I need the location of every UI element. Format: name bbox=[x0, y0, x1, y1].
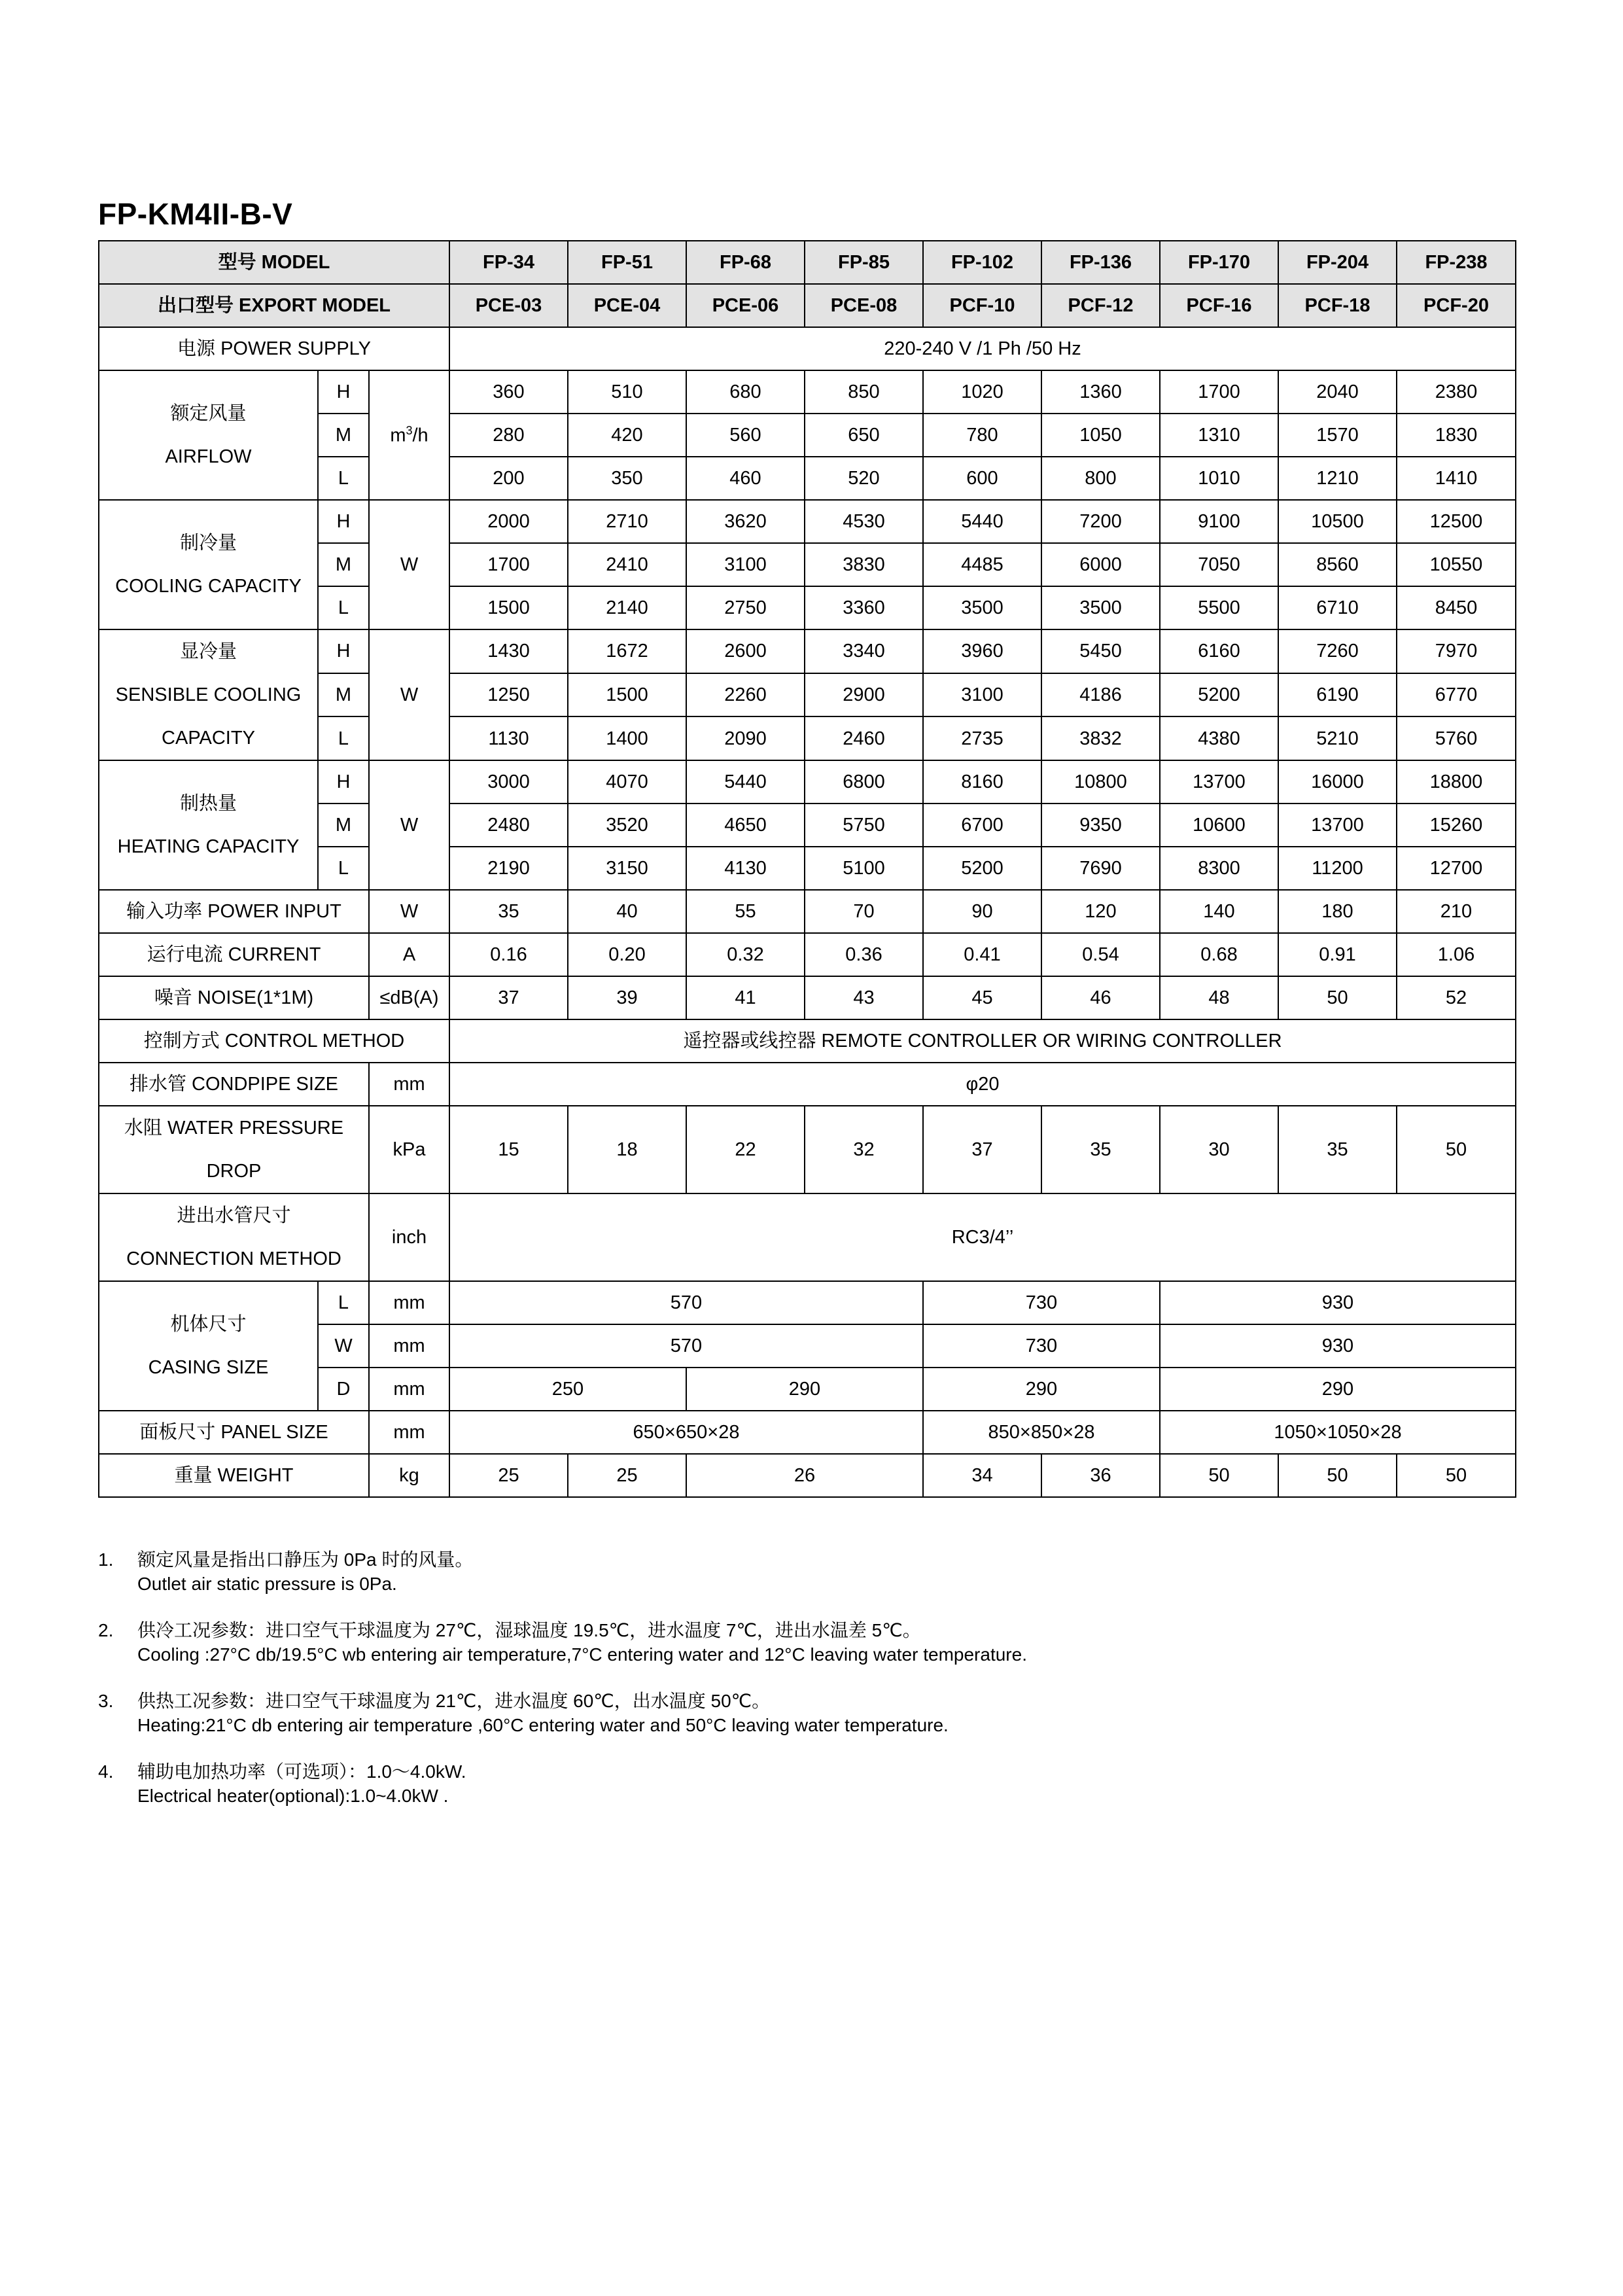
footnote bbox=[98, 1618, 1537, 1667]
sensible-cell: 3340 bbox=[805, 629, 923, 673]
airflow-cell: 1050 bbox=[1041, 414, 1160, 457]
speed-m: M bbox=[318, 414, 369, 457]
heating-cell: 3000 bbox=[449, 760, 568, 804]
airflow-label bbox=[99, 370, 318, 500]
airflow-cell: 1410 bbox=[1397, 457, 1516, 500]
sensible-cell: 1672 bbox=[568, 629, 686, 673]
sensible-cell: 6190 bbox=[1278, 673, 1397, 717]
current-cell: 0.16 bbox=[449, 933, 568, 976]
weight-cell: 50 bbox=[1397, 1454, 1516, 1497]
model-cell: FP-102 bbox=[923, 241, 1041, 284]
casing-cell: 290 bbox=[686, 1368, 923, 1411]
heating-cell: 5100 bbox=[805, 847, 923, 890]
heating-cell: 3520 bbox=[568, 804, 686, 847]
airflow-cell: 2380 bbox=[1397, 370, 1516, 414]
model-cell: FP-68 bbox=[686, 241, 805, 284]
footnote-en: Electrical heater(optional):1.0~4.0kW . bbox=[137, 1786, 449, 1806]
noise-cell: 50 bbox=[1278, 976, 1397, 1019]
water-pressure-cell: 32 bbox=[805, 1106, 923, 1193]
connection-method-unit: inch bbox=[369, 1193, 449, 1281]
row-connection-method bbox=[99, 1193, 1516, 1281]
speed-h: H bbox=[318, 500, 369, 543]
cooling-label bbox=[99, 500, 318, 629]
airflow-cell: 650 bbox=[805, 414, 923, 457]
row-casing-l bbox=[99, 1281, 1516, 1324]
export-model-cell: PCF-16 bbox=[1160, 284, 1278, 327]
airflow-unit bbox=[369, 370, 449, 500]
export-model-cell: PCE-06 bbox=[686, 284, 805, 327]
cooling-cell: 2710 bbox=[568, 500, 686, 543]
casing-cell: 730 bbox=[923, 1324, 1160, 1368]
heating-cell: 5440 bbox=[686, 760, 805, 804]
model-cell: FP-238 bbox=[1397, 241, 1516, 284]
current-cell: 0.91 bbox=[1278, 933, 1397, 976]
airflow-cell: 850 bbox=[805, 370, 923, 414]
row-panel-size bbox=[99, 1411, 1516, 1454]
footnote-text bbox=[137, 1759, 466, 1808]
water-pressure-cell: 30 bbox=[1160, 1106, 1278, 1193]
cooling-cell: 3100 bbox=[686, 543, 805, 586]
power-input-cell: 90 bbox=[923, 890, 1041, 933]
current-cell: 0.54 bbox=[1041, 933, 1160, 976]
cooling-cell: 4530 bbox=[805, 500, 923, 543]
current-cell: 0.36 bbox=[805, 933, 923, 976]
heating-cell: 10800 bbox=[1041, 760, 1160, 804]
casing-size-label-en: CASING SIZE bbox=[148, 1357, 269, 1378]
connection-method-value: RC3/4’’ bbox=[449, 1193, 1516, 1281]
model-cell: FP-170 bbox=[1160, 241, 1278, 284]
airflow-cell: 1360 bbox=[1041, 370, 1160, 414]
heating-cell: 7690 bbox=[1041, 847, 1160, 890]
airflow-cell: 800 bbox=[1041, 457, 1160, 500]
heating-cell: 12700 bbox=[1397, 847, 1516, 890]
airflow-cell: 1570 bbox=[1278, 414, 1397, 457]
footnote-cn: 辅助电加热功率（可选项）：1.0～4.0kW. bbox=[137, 1761, 466, 1782]
power-input-cell: 70 bbox=[805, 890, 923, 933]
footnote-number: 4. bbox=[98, 1761, 114, 1782]
cooling-cell: 10550 bbox=[1397, 543, 1516, 586]
airflow-cell: 520 bbox=[805, 457, 923, 500]
row-cooling-h bbox=[99, 500, 1516, 543]
export-model-cell: PCE-03 bbox=[449, 284, 568, 327]
airflow-unit-sup: 3 bbox=[406, 423, 413, 437]
airflow-cell: 2040 bbox=[1278, 370, 1397, 414]
footnote-en: Heating:21°C db entering air temperature ,60°C entering water and 50°C leaving water temperature. bbox=[137, 1715, 949, 1735]
sensible-cell: 4186 bbox=[1041, 673, 1160, 717]
power-supply-value: 220-240 V /1 Ph /50 Hz bbox=[449, 327, 1516, 370]
sensible-cell: 7260 bbox=[1278, 629, 1397, 673]
cooling-cell: 3360 bbox=[805, 586, 923, 629]
footnote bbox=[98, 1547, 1537, 1596]
sensible-cell: 5210 bbox=[1278, 716, 1397, 760]
sensible-label-cn: 显冷量 bbox=[179, 641, 237, 662]
heating-cell: 5200 bbox=[923, 847, 1041, 890]
casing-cell: 250 bbox=[449, 1368, 686, 1411]
footnote-text bbox=[137, 1689, 949, 1737]
dim-d: D bbox=[318, 1368, 369, 1411]
dim-l: L bbox=[318, 1281, 369, 1324]
airflow-cell: 560 bbox=[686, 414, 805, 457]
cooling-cell: 3500 bbox=[923, 586, 1041, 629]
cooling-label-cn: 制冷量 bbox=[179, 533, 237, 554]
sensible-cell: 1250 bbox=[449, 673, 568, 717]
sensible-cell: 2260 bbox=[686, 673, 805, 717]
water-pressure-cell: 15 bbox=[449, 1106, 568, 1193]
weight-cell: 50 bbox=[1278, 1454, 1397, 1497]
heating-label-en: HEATING CAPACITY bbox=[117, 836, 300, 857]
noise-cell: 45 bbox=[923, 976, 1041, 1019]
heating-label bbox=[99, 760, 318, 890]
casing-cell: 290 bbox=[923, 1368, 1160, 1411]
power-input-cell: 140 bbox=[1160, 890, 1278, 933]
speed-l: L bbox=[318, 457, 369, 500]
cooling-cell: 12500 bbox=[1397, 500, 1516, 543]
power-supply-label: 电源 POWER SUPPLY bbox=[99, 327, 449, 370]
speed-l: L bbox=[318, 716, 369, 760]
sensible-unit: W bbox=[369, 629, 449, 760]
footnote-number: 2. bbox=[98, 1620, 114, 1640]
speed-l: L bbox=[318, 586, 369, 629]
sensible-label-en1: SENSIBLE COOLING bbox=[115, 684, 302, 705]
row-water-pressure bbox=[99, 1106, 1516, 1193]
panel-size-cell: 650×650×28 bbox=[449, 1411, 923, 1454]
heating-cell: 16000 bbox=[1278, 760, 1397, 804]
speed-h: H bbox=[318, 629, 369, 673]
cooling-cell: 2000 bbox=[449, 500, 568, 543]
cooling-cell: 3830 bbox=[805, 543, 923, 586]
water-pressure-cell: 35 bbox=[1278, 1106, 1397, 1193]
casing-cell: 290 bbox=[1160, 1368, 1516, 1411]
sensible-cell: 6770 bbox=[1397, 673, 1516, 717]
cooling-cell: 3620 bbox=[686, 500, 805, 543]
spec-table-body bbox=[99, 241, 1516, 1497]
cooling-cell: 5440 bbox=[923, 500, 1041, 543]
sensible-cell: 1500 bbox=[568, 673, 686, 717]
heating-unit: W bbox=[369, 760, 449, 890]
model-cell: FP-85 bbox=[805, 241, 923, 284]
row-airflow-h bbox=[99, 370, 1516, 414]
airflow-cell: 1310 bbox=[1160, 414, 1278, 457]
footnote bbox=[98, 1759, 1537, 1808]
speed-m: M bbox=[318, 543, 369, 586]
footnote-text bbox=[137, 1547, 473, 1596]
speed-l: L bbox=[318, 847, 369, 890]
condpipe-value: φ20 bbox=[449, 1063, 1516, 1106]
sensible-cell: 2735 bbox=[923, 716, 1041, 760]
airflow-cell: 360 bbox=[449, 370, 568, 414]
page-title: FP-KM4II-B-V bbox=[98, 197, 293, 231]
row-export-model bbox=[99, 284, 1516, 327]
airflow-cell: 1210 bbox=[1278, 457, 1397, 500]
power-input-cell: 35 bbox=[449, 890, 568, 933]
airflow-cell: 200 bbox=[449, 457, 568, 500]
power-input-label: 输入功率 POWER INPUT bbox=[99, 890, 369, 933]
airflow-cell: 780 bbox=[923, 414, 1041, 457]
sensible-cell: 1430 bbox=[449, 629, 568, 673]
sensible-cell: 5200 bbox=[1160, 673, 1278, 717]
control-method-label: 控制方式 CONTROL METHOD bbox=[99, 1019, 449, 1063]
export-model-label: 出口型号 EXPORT MODEL bbox=[99, 284, 449, 327]
airflow-unit-base: m bbox=[390, 425, 406, 446]
water-pressure-cell: 35 bbox=[1041, 1106, 1160, 1193]
export-model-cell: PCE-08 bbox=[805, 284, 923, 327]
sensible-cell: 6160 bbox=[1160, 629, 1278, 673]
panel-size-cell: 850×850×28 bbox=[923, 1411, 1160, 1454]
heating-cell: 6800 bbox=[805, 760, 923, 804]
weight-label: 重量 WEIGHT bbox=[99, 1454, 369, 1497]
cooling-cell: 6000 bbox=[1041, 543, 1160, 586]
weight-cell: 36 bbox=[1041, 1454, 1160, 1497]
panel-size-unit: mm bbox=[369, 1411, 449, 1454]
export-model-cell: PCF-20 bbox=[1397, 284, 1516, 327]
sensible-cell: 3960 bbox=[923, 629, 1041, 673]
water-pressure-cell: 50 bbox=[1397, 1106, 1516, 1193]
sensible-cell: 1130 bbox=[449, 716, 568, 760]
heating-cell: 2190 bbox=[449, 847, 568, 890]
sensible-label-en2: CAPACITY bbox=[162, 728, 255, 749]
noise-cell: 48 bbox=[1160, 976, 1278, 1019]
heating-cell: 8300 bbox=[1160, 847, 1278, 890]
airflow-cell: 680 bbox=[686, 370, 805, 414]
weight-cell: 26 bbox=[686, 1454, 923, 1497]
water-pressure-label bbox=[99, 1106, 369, 1193]
sensible-cell: 3832 bbox=[1041, 716, 1160, 760]
heating-cell: 5750 bbox=[805, 804, 923, 847]
cooling-cell: 4485 bbox=[923, 543, 1041, 586]
heating-cell: 15260 bbox=[1397, 804, 1516, 847]
heating-cell: 4650 bbox=[686, 804, 805, 847]
export-model-cell: PCE-04 bbox=[568, 284, 686, 327]
heating-cell: 3150 bbox=[568, 847, 686, 890]
sensible-cell: 2900 bbox=[805, 673, 923, 717]
noise-unit: ≤dB(A) bbox=[369, 976, 449, 1019]
casing-unit: mm bbox=[369, 1368, 449, 1411]
cooling-cell: 2140 bbox=[568, 586, 686, 629]
airflow-cell: 280 bbox=[449, 414, 568, 457]
row-control-method bbox=[99, 1019, 1516, 1063]
heating-cell: 8160 bbox=[923, 760, 1041, 804]
weight-cell: 34 bbox=[923, 1454, 1041, 1497]
weight-cell: 25 bbox=[568, 1454, 686, 1497]
water-pressure-label-1: 水阻 WATER PRESSURE bbox=[124, 1118, 344, 1139]
row-current bbox=[99, 933, 1516, 976]
airflow-label-en: AIRFLOW bbox=[165, 446, 252, 467]
cooling-cell: 1500 bbox=[449, 586, 568, 629]
sensible-label bbox=[99, 629, 318, 760]
condpipe-label: 排水管 CONDPIPE SIZE bbox=[99, 1063, 369, 1106]
noise-cell: 41 bbox=[686, 976, 805, 1019]
model-cell: FP-34 bbox=[449, 241, 568, 284]
power-input-unit: W bbox=[369, 890, 449, 933]
model-cell: FP-136 bbox=[1041, 241, 1160, 284]
row-noise bbox=[99, 976, 1516, 1019]
cooling-cell: 6710 bbox=[1278, 586, 1397, 629]
weight-cell: 50 bbox=[1160, 1454, 1278, 1497]
row-power-input bbox=[99, 890, 1516, 933]
airflow-cell: 510 bbox=[568, 370, 686, 414]
sensible-cell: 7970 bbox=[1397, 629, 1516, 673]
casing-cell: 930 bbox=[1160, 1324, 1516, 1368]
casing-unit: mm bbox=[369, 1281, 449, 1324]
footnote-text bbox=[137, 1618, 1027, 1667]
sensible-cell: 5760 bbox=[1397, 716, 1516, 760]
sensible-cell: 4380 bbox=[1160, 716, 1278, 760]
footnote-cn: 供热工况参数：进口空气干球温度为 21℃，进水温度 60℃，出水温度 50℃。 bbox=[137, 1691, 771, 1711]
water-pressure-cell: 37 bbox=[923, 1106, 1041, 1193]
water-pressure-unit: kPa bbox=[369, 1106, 449, 1193]
water-pressure-cell: 22 bbox=[686, 1106, 805, 1193]
power-input-cell: 40 bbox=[568, 890, 686, 933]
heating-label-cn: 制热量 bbox=[179, 793, 237, 814]
row-model bbox=[99, 241, 1516, 284]
panel-size-cell: 1050×1050×28 bbox=[1160, 1411, 1516, 1454]
panel-size-label: 面板尺寸 PANEL SIZE bbox=[99, 1411, 369, 1454]
weight-unit: kg bbox=[369, 1454, 449, 1497]
casing-cell: 570 bbox=[449, 1281, 923, 1324]
condpipe-unit: mm bbox=[369, 1063, 449, 1106]
casing-size-label-cn: 机体尺寸 bbox=[170, 1314, 247, 1335]
model-cell: FP-204 bbox=[1278, 241, 1397, 284]
footnote-number: 3. bbox=[98, 1691, 114, 1711]
airflow-label-cn: 额定风量 bbox=[170, 403, 247, 424]
casing-cell: 930 bbox=[1160, 1281, 1516, 1324]
power-input-cell: 180 bbox=[1278, 890, 1397, 933]
cooling-cell: 7050 bbox=[1160, 543, 1278, 586]
cooling-cell: 8560 bbox=[1278, 543, 1397, 586]
footnote-en: Cooling :27°C db/19.5°C wb entering air temperature,7°C entering water and 12°C leaving water temperature. bbox=[137, 1644, 1027, 1665]
airflow-cell: 1830 bbox=[1397, 414, 1516, 457]
current-cell: 0.20 bbox=[568, 933, 686, 976]
noise-label: 噪音 NOISE(1*1M) bbox=[99, 976, 369, 1019]
airflow-cell: 350 bbox=[568, 457, 686, 500]
footnote-cn: 额定风量是指出口静压为 0Pa 时的风量。 bbox=[137, 1549, 474, 1570]
sensible-cell: 2600 bbox=[686, 629, 805, 673]
water-pressure-label-2: DROP bbox=[206, 1161, 262, 1182]
speed-h: H bbox=[318, 370, 369, 414]
heating-cell: 4070 bbox=[568, 760, 686, 804]
airflow-unit-tail: /h bbox=[412, 425, 428, 446]
power-input-cell: 120 bbox=[1041, 890, 1160, 933]
connection-method-label bbox=[99, 1193, 369, 1281]
export-model-cell: PCF-12 bbox=[1041, 284, 1160, 327]
current-cell: 0.68 bbox=[1160, 933, 1278, 976]
cooling-cell: 8450 bbox=[1397, 586, 1516, 629]
cooling-cell: 2410 bbox=[568, 543, 686, 586]
cooling-cell: 2750 bbox=[686, 586, 805, 629]
footnote-en: Outlet air static pressure is 0Pa. bbox=[137, 1574, 397, 1594]
heating-cell: 13700 bbox=[1160, 760, 1278, 804]
cooling-cell: 5500 bbox=[1160, 586, 1278, 629]
heating-cell: 6700 bbox=[923, 804, 1041, 847]
airflow-cell: 1010 bbox=[1160, 457, 1278, 500]
power-input-cell: 210 bbox=[1397, 890, 1516, 933]
connection-method-label-en: CONNECTION METHOD bbox=[126, 1248, 341, 1269]
footnote-number: 1. bbox=[98, 1549, 114, 1570]
footnote-cn: 供冷工况参数：进口空气干球温度为 27℃，湿球温度 19.5℃，进水温度 7℃，进出水温差 5℃。 bbox=[137, 1620, 921, 1640]
row-condpipe bbox=[99, 1063, 1516, 1106]
heating-cell: 11200 bbox=[1278, 847, 1397, 890]
current-cell: 1.06 bbox=[1397, 933, 1516, 976]
row-weight bbox=[99, 1454, 1516, 1497]
export-model-cell: PCF-10 bbox=[923, 284, 1041, 327]
heating-cell: 18800 bbox=[1397, 760, 1516, 804]
dim-w: W bbox=[318, 1324, 369, 1368]
heating-cell: 4130 bbox=[686, 847, 805, 890]
current-cell: 0.32 bbox=[686, 933, 805, 976]
cooling-cell: 1700 bbox=[449, 543, 568, 586]
speed-m: M bbox=[318, 673, 369, 717]
model-cell: FP-51 bbox=[568, 241, 686, 284]
weight-cell: 25 bbox=[449, 1454, 568, 1497]
noise-cell: 43 bbox=[805, 976, 923, 1019]
current-cell: 0.41 bbox=[923, 933, 1041, 976]
sensible-cell: 2460 bbox=[805, 716, 923, 760]
heating-cell: 9350 bbox=[1041, 804, 1160, 847]
airflow-cell: 1020 bbox=[923, 370, 1041, 414]
spec-table bbox=[98, 240, 1516, 1498]
cooling-label-en: COOLING CAPACITY bbox=[115, 576, 302, 597]
speed-h: H bbox=[318, 760, 369, 804]
heating-cell: 13700 bbox=[1278, 804, 1397, 847]
speed-m: M bbox=[318, 804, 369, 847]
power-input-cell: 55 bbox=[686, 890, 805, 933]
sensible-cell: 2090 bbox=[686, 716, 805, 760]
noise-cell: 46 bbox=[1041, 976, 1160, 1019]
cooling-cell: 9100 bbox=[1160, 500, 1278, 543]
noise-cell: 39 bbox=[568, 976, 686, 1019]
connection-method-label-cn: 进出水管尺寸 bbox=[177, 1205, 291, 1226]
footnote bbox=[98, 1689, 1537, 1737]
current-label: 运行电流 CURRENT bbox=[99, 933, 369, 976]
heating-cell: 10600 bbox=[1160, 804, 1278, 847]
sensible-cell: 1400 bbox=[568, 716, 686, 760]
row-sensible-h bbox=[99, 629, 1516, 673]
cooling-cell: 10500 bbox=[1278, 500, 1397, 543]
airflow-cell: 460 bbox=[686, 457, 805, 500]
sensible-cell: 3100 bbox=[923, 673, 1041, 717]
noise-cell: 37 bbox=[449, 976, 568, 1019]
current-unit: A bbox=[369, 933, 449, 976]
row-heating-h bbox=[99, 760, 1516, 804]
heating-cell: 2480 bbox=[449, 804, 568, 847]
footnotes bbox=[98, 1547, 1537, 1830]
airflow-cell: 600 bbox=[923, 457, 1041, 500]
water-pressure-cell: 18 bbox=[568, 1106, 686, 1193]
row-power-supply bbox=[99, 327, 1516, 370]
export-model-cell: PCF-18 bbox=[1278, 284, 1397, 327]
casing-cell: 730 bbox=[923, 1281, 1160, 1324]
cooling-cell: 7200 bbox=[1041, 500, 1160, 543]
casing-unit: mm bbox=[369, 1324, 449, 1368]
control-method-value: 遥控器或线控器 REMOTE CONTROLLER OR WIRING CONTROLLER bbox=[449, 1019, 1516, 1063]
model-label: 型号 MODEL bbox=[99, 241, 449, 284]
cooling-unit: W bbox=[369, 500, 449, 629]
airflow-cell: 1700 bbox=[1160, 370, 1278, 414]
casing-size-label bbox=[99, 1281, 318, 1411]
airflow-cell: 420 bbox=[568, 414, 686, 457]
noise-cell: 52 bbox=[1397, 976, 1516, 1019]
cooling-cell: 3500 bbox=[1041, 586, 1160, 629]
sensible-cell: 5450 bbox=[1041, 629, 1160, 673]
casing-cell: 570 bbox=[449, 1324, 923, 1368]
